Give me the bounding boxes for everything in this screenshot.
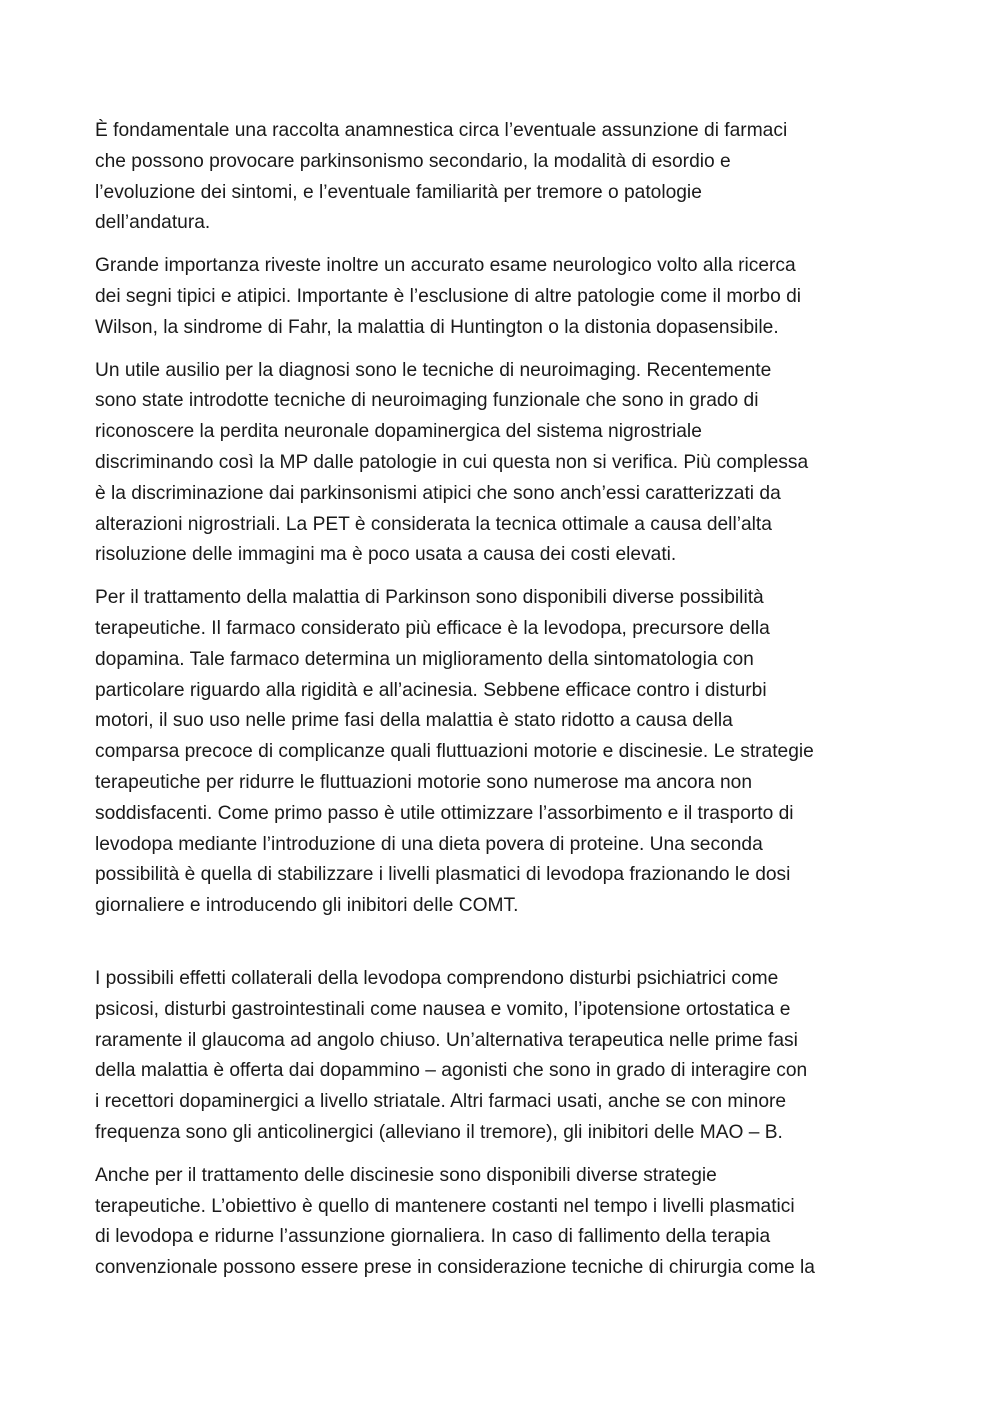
text-line: È fondamentale una raccolta anamnestica circa l’eventuale assunzione di farmaci — [95, 120, 788, 141]
document-body — [95, 116, 910, 1284]
text-line: levodopa mediante l’introduzione di una dieta povera di proteine. Una seconda — [95, 833, 763, 855]
text-line: motori, il suo uso nelle prime fasi della malattia è stato ridotto a causa della — [95, 710, 733, 732]
text-line: I possibili effetti collaterali della levodopa comprendono disturbi psichiatrici come — [95, 967, 779, 989]
paragraph-anamnesis — [95, 116, 910, 239]
text-line: i recettori dopaminergici a livello striatale. Altri farmaci usati, anche se con minore — [95, 1091, 787, 1113]
text-line: Wilson, la sindrome di Fahr, la malattia di Huntington o la distonia dopasensibile. — [95, 316, 779, 338]
text-line: dell’andatura. — [95, 212, 211, 234]
text-line: soddisfacenti. Come primo passo è utile ottimizzare l’assorbimento e il trasporto di — [95, 802, 794, 824]
paragraph-spacer-large — [95, 922, 910, 964]
text-line: l’evoluzione dei sintomi, e l’eventuale familiarità per tremore o patologie — [95, 181, 702, 203]
text-line: Grande importanza riveste inoltre un accurato esame neurologico volto alla ricerca — [95, 255, 796, 277]
text-line: sono state introdotte tecniche di neuroimaging funzionale che sono in grado di — [95, 390, 759, 412]
paragraph-spacer — [95, 239, 910, 251]
text-line: alterazioni nigrostriali. La PET è considerata la tecnica ottimale a causa dell’alta — [95, 513, 772, 535]
text-line: Un utile ausilio per la diagnosi sono le tecniche di neuroimaging. Recentemente — [95, 359, 772, 381]
text-line: giornaliere e introducendo gli inibitori delle COMT. — [95, 895, 519, 917]
text-line: della malattia è offerta dai dopammino – agonisti che sono in grado di interagire con — [95, 1060, 808, 1082]
text-line: frequenza sono gli anticolinergici (alleviano il tremore), gli inibitori delle MAO – B. — [95, 1121, 783, 1143]
text-line: possibilità è quella di stabilizzare i livelli plasmatici di levodopa frazionando le dosi — [95, 864, 791, 886]
text-line: dei segni tipici e atipici. Importante è l’esclusione di altre patologie come il morbo di — [95, 285, 802, 307]
text-line: convenzionale possono essere prese in considerazione tecniche di chirurgia come la — [95, 1257, 815, 1279]
paragraph-spacer — [95, 1149, 910, 1161]
paragraph-treatment — [95, 583, 910, 922]
paragraph-dyskinesia — [95, 1161, 910, 1284]
paragraph-neuroimaging — [95, 356, 910, 572]
paragraph-side-effects — [95, 964, 910, 1149]
paragraph-neurological-exam — [95, 251, 910, 343]
text-line: psicosi, disturbi gastrointestinali come nausea e vomito, l’ipotensione ortostatica e — [95, 998, 791, 1020]
text-line: che possono provocare parkinsonismo secondario, la modalità di esordio e — [95, 150, 731, 172]
text-line: Per il trattamento della malattia di Parkinson sono disponibili diverse possibilità — [95, 587, 764, 609]
text-line: terapeutiche. L’obiettivo è quello di mantenere costanti nel tempo i livelli plasmatici — [95, 1195, 795, 1217]
paragraph-spacer — [95, 571, 910, 583]
text-line: dopamina. Tale farmaco determina un miglioramento della sintomatologia con — [95, 648, 754, 670]
text-line: riconoscere la perdita neuronale dopaminergica del sistema nigrostriale — [95, 421, 702, 443]
text-line: terapeutiche. Il farmaco considerato più efficace è la levodopa, precursore della — [95, 617, 770, 639]
text-line: comparsa precoce di complicanze quali fluttuazioni motorie e discinesie. Le strategie — [95, 741, 814, 763]
text-line: particolare riguardo alla rigidità e all’acinesia. Sebbene efficace contro i disturbi — [95, 679, 767, 701]
text-line: risoluzione delle immagini ma è poco usata a causa dei costi elevati. — [95, 544, 677, 566]
text-line: di levodopa e ridurne l’assunzione giornaliera. In caso di fallimento della terapia — [95, 1226, 771, 1248]
text-line: Anche per il trattamento delle discinesie sono disponibili diverse strategie — [95, 1164, 717, 1186]
paragraph-spacer — [95, 344, 910, 356]
text-line: raramente il glaucoma ad angolo chiuso. Un’alternativa terapeutica nelle prime fasi — [95, 1029, 798, 1051]
text-line: terapeutiche per ridurre le fluttuazioni motorie sono numerose ma ancora non — [95, 771, 753, 793]
text-line: discriminando così la MP dalle patologie in cui questa non si verifica. Più complessa — [95, 451, 809, 473]
text-line: è la discriminazione dai parkinsonismi atipici che sono anch’essi caratterizzati da — [95, 482, 781, 504]
